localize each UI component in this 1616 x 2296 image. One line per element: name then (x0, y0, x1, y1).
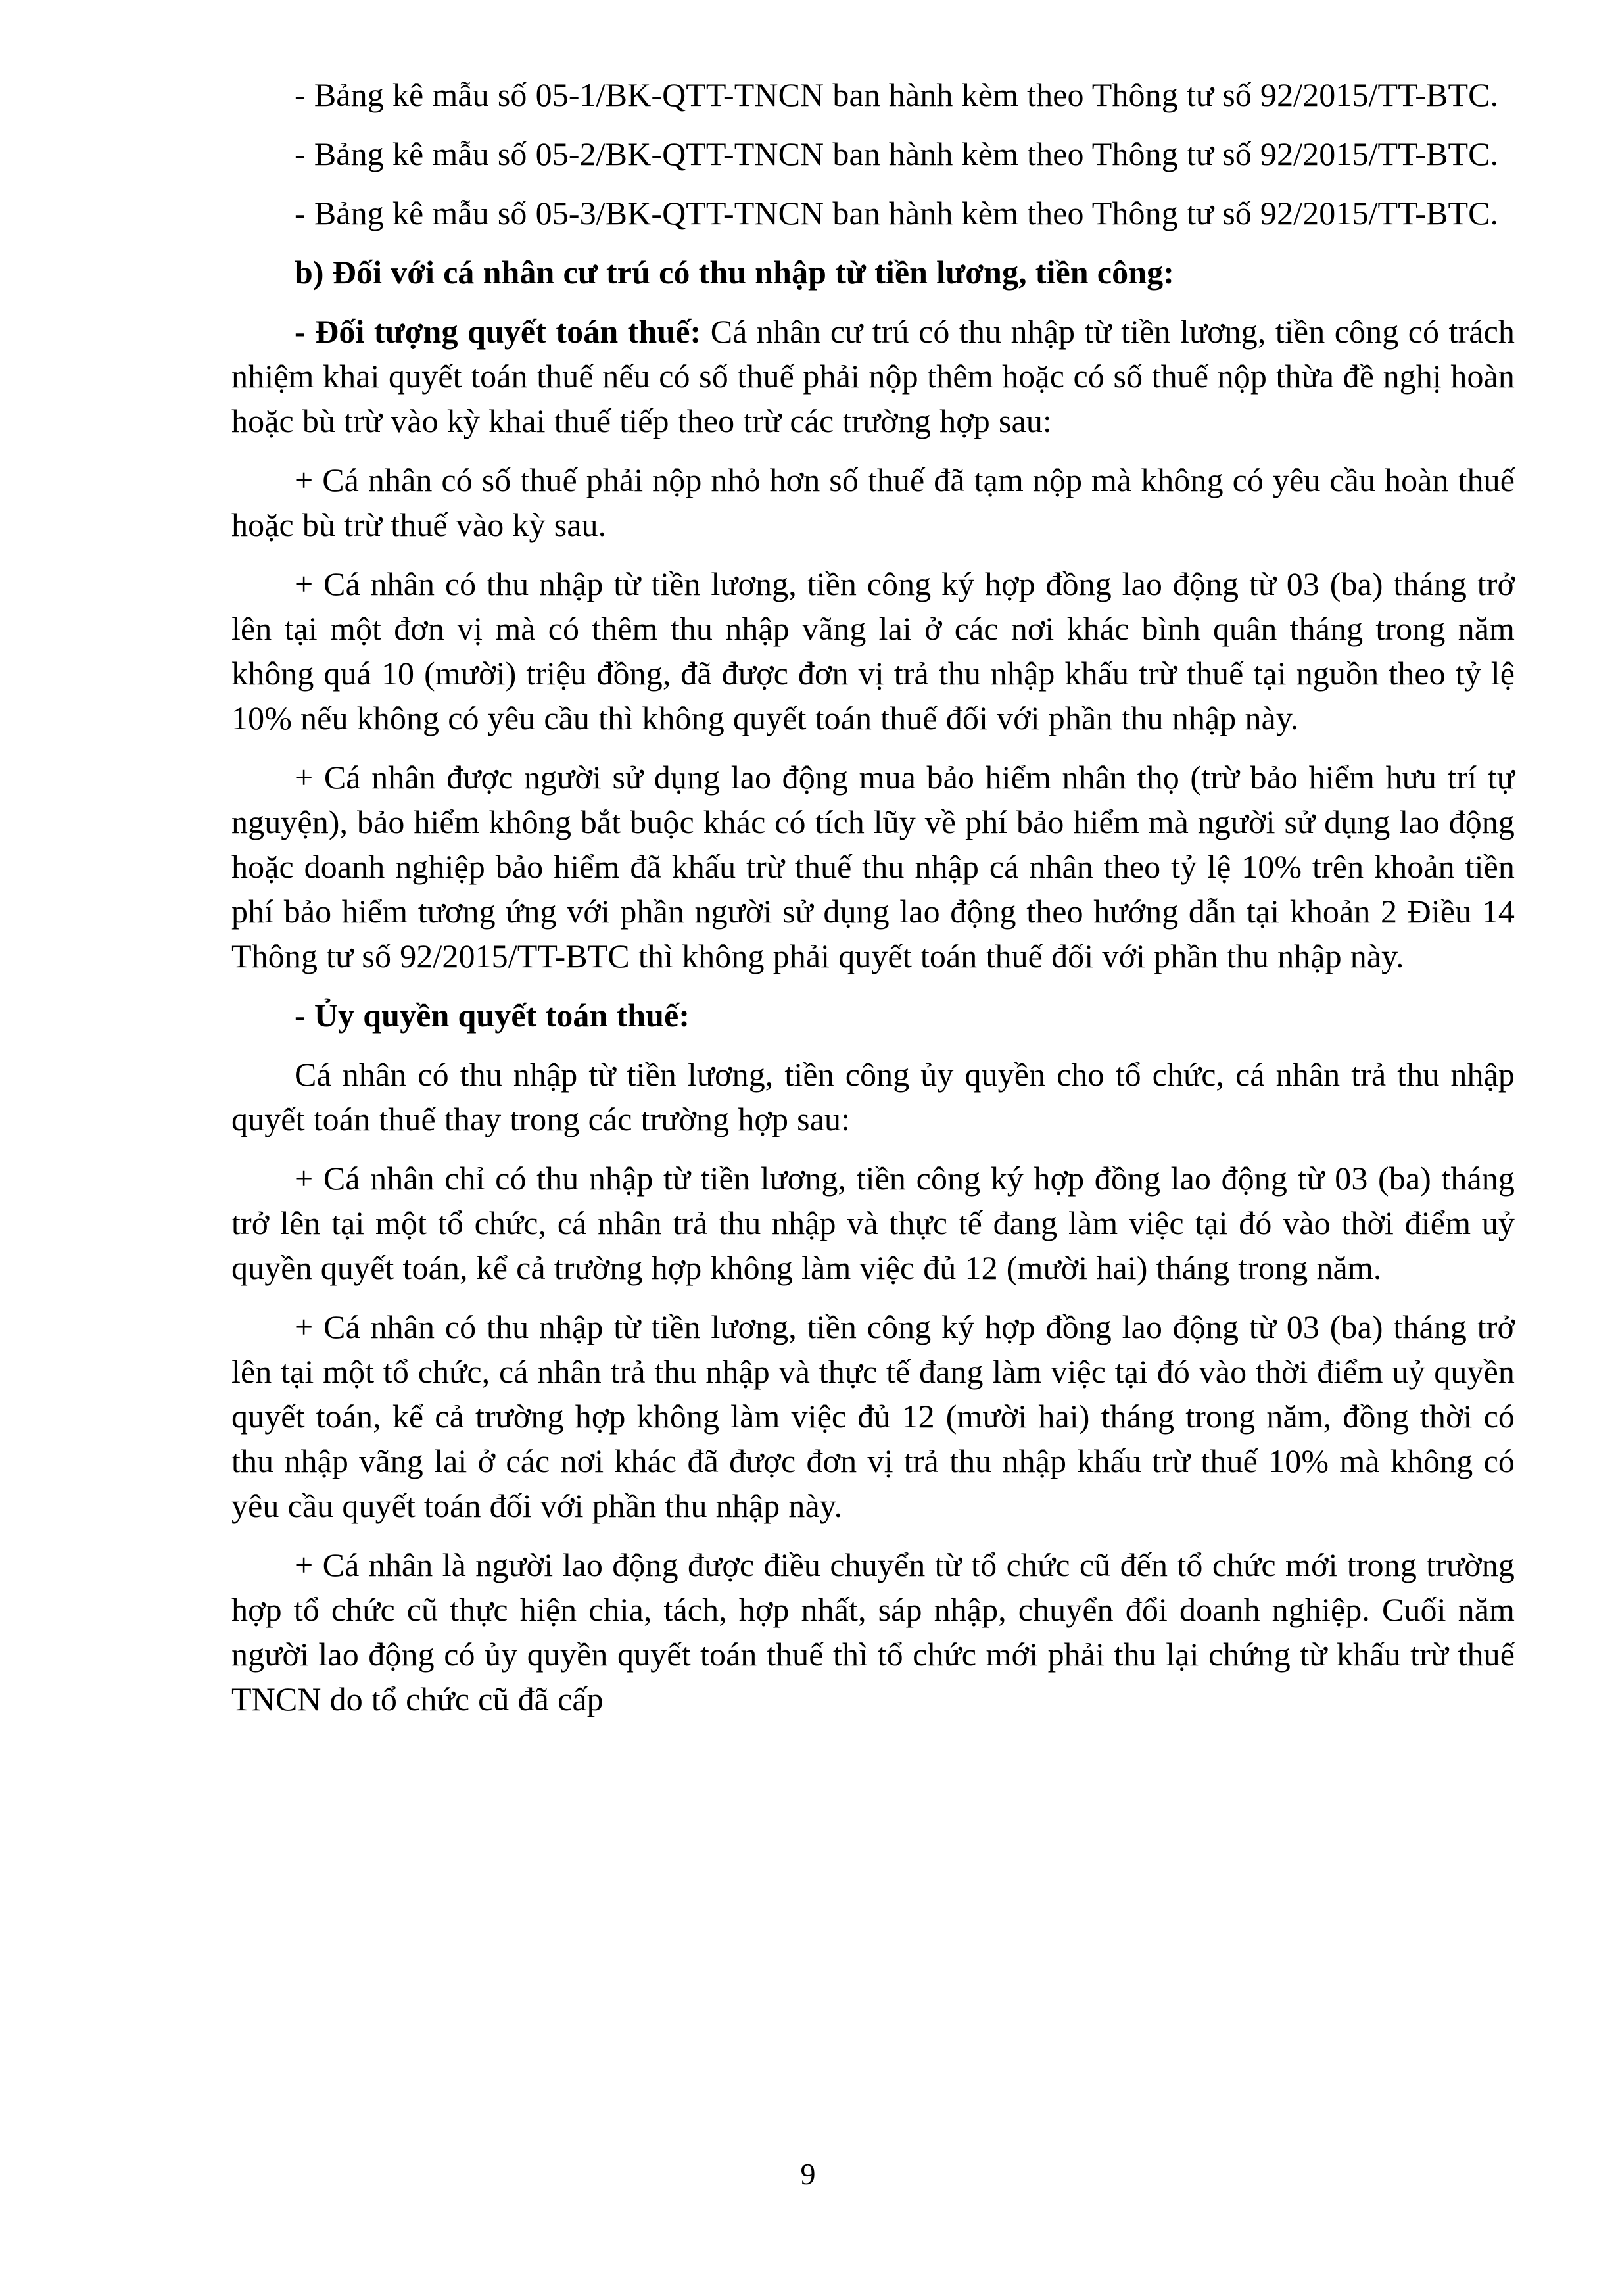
heading-uy-quyen-label: - Ủy quyền quyết toán thuế: (295, 997, 690, 1034)
paragraph-plus-6: + Cá nhân là người lao động được điều chuyển từ tổ chức cũ đến tổ chức mới trong trường hợp tổ chức cũ thực hiện chia, tách, hợp nhất, sáp nhập, chuyển đổi doanh nghiệp. Cuối năm người lao động có ủy quyền quyết toán thuế thì tổ chức mới phải thu lại chứng từ khấu trừ thuế TNCN do tổ chức cũ đã cấp (231, 1546, 1515, 1717)
paragraph-plus-4: + Cá nhân chỉ có thu nhập từ tiền lương, tiền công ký hợp đồng lao động từ 03 (ba) tháng trở lên tại một tổ chức, cá nhân trả thu nhập và thực tế đang làm việc tại đó vào thời điểm uỷ quyền quyết toán, kể cả trường hợp không làm việc đủ 12 (mười hai) tháng trong năm. (231, 1160, 1515, 1286)
paragraph-bk05-2: - Bảng kê mẫu số 05-2/BK-QTT-TNCN ban hành kèm theo Thông tư số 92/2015/TT-BTC. (295, 135, 1499, 172)
paragraph-uy-quyen-intro: Cá nhân có thu nhập từ tiền lương, tiền công ủy quyền cho tổ chức, cá nhân trả thu nhập quyết toán thuế thay trong các trường hợp sau: (231, 1056, 1515, 1137)
heading-section-b-label: b) Đối với cá nhân cư trú có thu nhập từ tiền lương, tiền công: (295, 254, 1174, 291)
text-doi-tuong-quyet-toan-thue: Cá nhân cư trú có thu nhập từ tiền lương, tiền công có trách nhiệm khai quyết toán thuế nếu có số thuế phải nộp thêm hoặc có số thuế nộp thừa đề nghị hoàn hoặc bù trừ vào kỳ khai thuế tiếp theo trừ các trường hợp sau: (231, 313, 1515, 439)
paragraph-plus-2: + Cá nhân có thu nhập từ tiền lương, tiền công ký hợp đồng lao động từ 03 (ba) tháng trở lên tại một đơn vị mà có thêm thu nhập vãng lai ở các nơi khác bình quân tháng trong năm không quá 10 (mười) triệu đồng, đã được đơn vị trả thu nhập khấu trừ thuế tại nguồn theo tỷ lệ 10% nếu không có yêu cầu thì không quyết toán thuế đối với phần thu nhập này. (231, 565, 1515, 736)
page-number: 9 (800, 2157, 816, 2191)
document-body (231, 72, 1515, 1721)
heading-section-b (231, 250, 1515, 295)
paragraph-plus-3: + Cá nhân được người sử dụng lao động mua bảo hiểm nhân thọ (trừ bảo hiểm hưu trí tự nguyện), bảo hiểm không bắt buộc khác có tích lũy về phí bảo hiểm mà người sử dụng lao động hoặc doanh nghiệp bảo hiểm đã khấu trừ thuế thu nhập cá nhân theo tỷ lệ 10% trên khoản tiền phí bảo hiểm tương ứng với phần người sử dụng lao động theo hướng dẫn tại khoản 2 Điều 14 Thông tư số 92/2015/TT-BTC thì không phải quyết toán thuế đối với phần thu nhập này. (231, 759, 1515, 974)
paragraph-bk05-1: - Bảng kê mẫu số 05-1/BK-QTT-TNCN ban hành kèm theo Thông tư số 92/2015/TT-BTC. (295, 76, 1499, 113)
paragraph-plus-5: + Cá nhân có thu nhập từ tiền lương, tiền công ký hợp đồng lao động từ 03 (ba) tháng trở lên tại một tổ chức, cá nhân trả thu nhập và thực tế đang làm việc tại đó vào thời điểm uỷ quyền quyết toán, kể cả trường hợp không làm việc đủ 12 (mười hai) tháng trong năm, đồng thời có thu nhập vãng lai ở các nơi khác đã được đơn vị trả thu nhập khấu trừ thuế 10% mà không có yêu cầu quyết toán đối với phần thu nhập này. (231, 1308, 1515, 1524)
label-doi-tuong-quyet-toan-thue: - Đối tượng quyết toán thuế: (295, 313, 701, 350)
paragraph-bk05-3: - Bảng kê mẫu số 05-3/BK-QTT-TNCN ban hành kèm theo Thông tư số 92/2015/TT-BTC. (295, 195, 1499, 231)
paragraph-plus-1: + Cá nhân có số thuế phải nộp nhỏ hơn số thuế đã tạm nộp mà không có yêu cầu hoàn thuế hoặc bù trừ thuế vào kỳ sau. (231, 462, 1515, 543)
paragraph-doi-tuong-quyet-toan-thue (231, 309, 1515, 443)
heading-uy-quyen-quyet-toan-thue (231, 993, 1515, 1038)
